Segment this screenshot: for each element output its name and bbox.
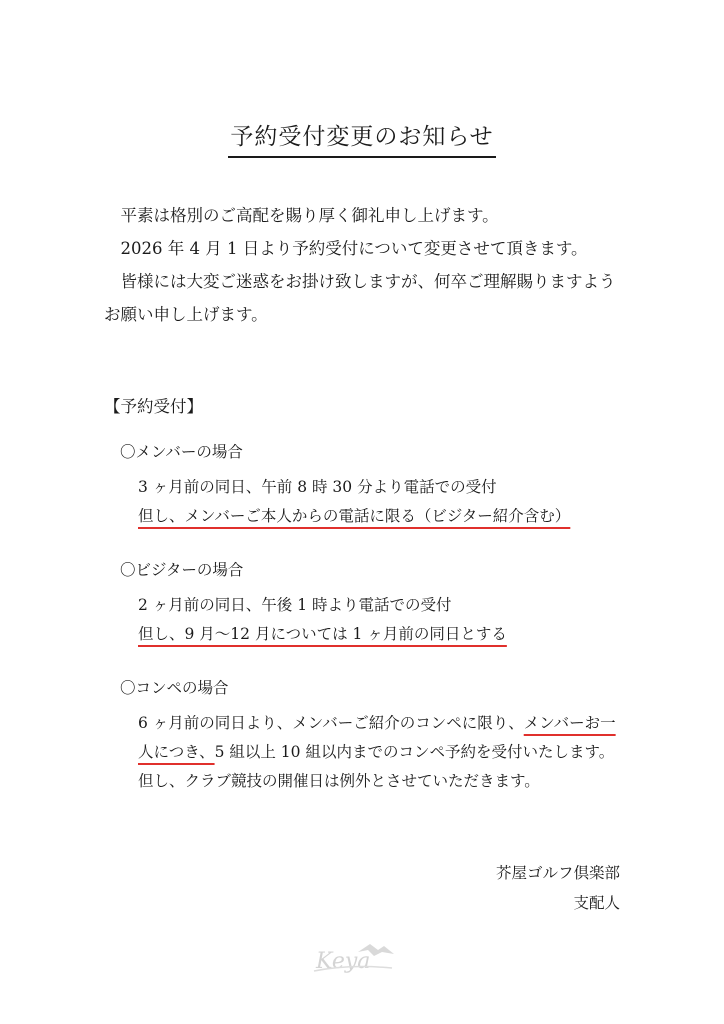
competition-line-1: [138, 709, 628, 767]
section-label: 【予約受付】: [104, 397, 203, 416]
competition-text-c: 5 組以上 10 組以内までのコンペ予約を受付いたします。: [214, 743, 615, 761]
club-logo-icon: [310, 938, 400, 978]
visitor-heading: 〇ビジターの場合: [120, 561, 244, 579]
member-line-2: 但し、メンバーご本人からの電話に限る（ビジター紹介含む）: [138, 507, 571, 525]
competition-text-a: 6 ヶ月前の同日より、メンバーご紹介のコンペに限り、: [138, 714, 524, 732]
page-title: 予約受付変更のお知らせ: [228, 118, 495, 158]
visitor-body: [138, 591, 628, 649]
intro-paragraphs: [104, 199, 624, 331]
competition-text-b: メンバーお一人につき、: [138, 714, 616, 761]
signature-role: 支配人: [573, 894, 620, 912]
member-line-1: 3 ヶ月前の同日、午前 8 時 30 分より電話での受付: [138, 478, 497, 496]
signature: [496, 858, 620, 918]
svg-text:Keya: Keya: [316, 949, 371, 974]
visitor-line-1: 2 ヶ月前の同日、午後 1 時より電話での受付: [138, 596, 452, 614]
signature-club: 芥屋ゴルフ倶楽部: [495, 864, 620, 882]
competition-heading: 〇コンペの場合: [120, 679, 229, 697]
intro-line-2: 2026 年 4 月 1 日より予約受付について変更させて頂きます。: [120, 239, 588, 258]
intro-line-1: 平素は格別のご高配を賜り厚く御礼申し上げます。: [120, 206, 499, 225]
competition-line-2: 但し、クラブ競技の開催日は例外とさせていただきます。: [138, 772, 540, 790]
intro-line-3: 皆様には大変ご迷惑をお掛け致しますが、何卒ご理解賜りますようお願い申し上げます。: [104, 272, 616, 324]
competition-body: [138, 709, 628, 796]
member-heading: 〇メンバーの場合: [120, 443, 243, 461]
member-body: [138, 473, 628, 531]
visitor-line-2: 但し、9 月〜12 月については 1 ヶ月前の同日とする: [138, 625, 507, 643]
title-area: [0, 118, 724, 158]
